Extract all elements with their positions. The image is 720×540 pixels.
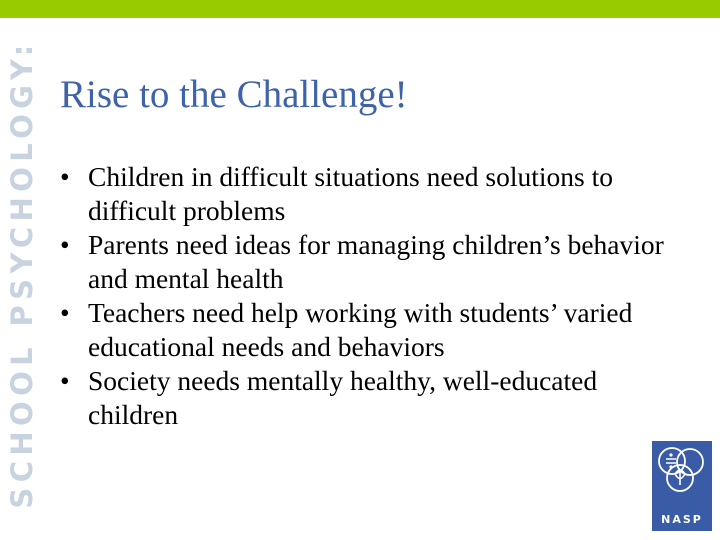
bullet-text: Children in difficult situations need solutions to difficult problems [88,161,614,226]
bullet-text: Teachers need help working with students’ varied educational needs and behaviors [88,297,633,362]
bullet-item [60,228,680,296]
bullet-item [60,160,680,228]
bullet-item [60,296,680,364]
nasp-logo-text: NASP [661,513,703,526]
bullet-text: Parents need ideas for managing children’s behavior and mental health [88,229,664,294]
nasp-logo [652,441,712,531]
slide-title: Rise to the Challenge! [60,73,408,116]
bullet-marker: • [60,161,70,192]
bullet-marker: • [60,297,70,328]
bullet-text: Society needs mentally healthy, well-educated children [88,365,598,430]
top-accent-bar [0,0,720,18]
nasp-logo-icon [652,441,712,531]
side-band-text: SCHOOL PSYCHOLOGY: [5,39,39,509]
bullet-marker: • [60,365,70,396]
bullet-item [60,364,680,432]
bullet-marker: • [60,229,70,260]
bullet-list [60,160,680,432]
